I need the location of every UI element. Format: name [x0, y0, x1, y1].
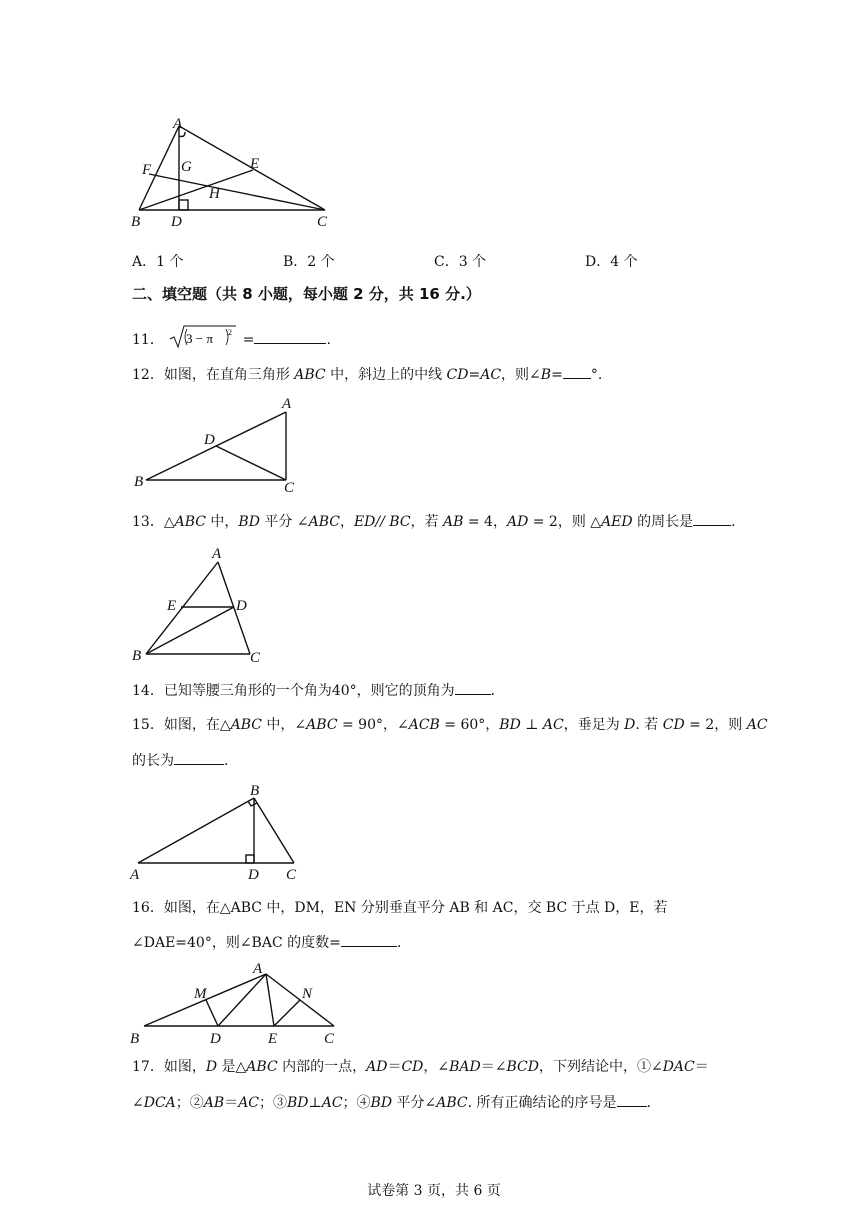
label-b: B	[250, 783, 260, 799]
q16-line2: ∠DAE=40°，则∠BAC 的度数=	[132, 935, 341, 951]
q13-aed: AED	[601, 514, 633, 530]
figure-q10	[125, 112, 340, 232]
q17-end: .	[646, 1095, 651, 1111]
question-11	[132, 324, 331, 356]
q17-bcd: BCD	[506, 1059, 539, 1075]
label-b: B	[132, 648, 142, 664]
q17-abc: ABC	[246, 1059, 278, 1075]
question-15	[132, 715, 768, 735]
q14-answer-blank	[455, 680, 491, 695]
q14-end: .	[490, 683, 496, 699]
q11-exponent: 2	[228, 328, 233, 337]
sqrt-icon	[168, 324, 238, 350]
q17-cd: CD	[401, 1059, 424, 1075]
label-c: C	[317, 214, 328, 230]
question-16-line-2	[132, 932, 401, 953]
label-d: D	[210, 1031, 221, 1047]
q11-inner: 3 − π	[186, 331, 214, 346]
figure-q10-svg	[125, 112, 340, 232]
label-d: D	[204, 432, 215, 448]
q13-text-g: = 2，则 △	[528, 514, 602, 530]
label-n: N	[302, 986, 313, 1002]
q17-ab: AB	[203, 1095, 225, 1111]
q13-abc2: ABC	[308, 514, 340, 530]
q16-line1: 16．如图，在△ABC 中，DM，EN 分别垂直平分 AB 和 AC，交 BC 于点 D，E，若	[132, 900, 668, 916]
q17-l2b: ；②	[175, 1095, 204, 1111]
q12-end: °.	[590, 367, 603, 383]
figure-q15	[126, 780, 306, 885]
label-c: C	[324, 1031, 335, 1047]
question-16	[132, 898, 668, 918]
q17-text-g: ，下列结论中，①∠	[538, 1059, 663, 1075]
q17-bd: BD	[287, 1095, 309, 1111]
q17-dca: DCA	[143, 1095, 176, 1111]
label-b: B	[130, 1031, 140, 1047]
q13-end: .	[731, 514, 736, 530]
q12-b: B	[540, 367, 552, 383]
question-14	[132, 680, 495, 701]
q16-end: .	[396, 935, 402, 951]
label-a: A	[212, 546, 222, 562]
option-a: A．1 个	[132, 254, 184, 270]
q12-abc: ABC	[294, 367, 326, 383]
q15-acb: ACB	[408, 717, 440, 733]
q15-cd: CD	[662, 717, 685, 733]
q15-ac2: AC	[746, 717, 768, 733]
figure-q15-svg	[126, 780, 306, 885]
option-c: C．3 个	[434, 254, 487, 270]
q12-text-c: ，则∠	[501, 367, 541, 383]
q17-ac2: AC	[321, 1095, 343, 1111]
label-e: E	[167, 598, 177, 614]
figure-q12	[128, 394, 308, 494]
label-f: F	[142, 162, 152, 178]
q13-text-c: 平分 ∠	[259, 514, 309, 530]
figure-q12-svg	[128, 394, 308, 494]
label-g: G	[181, 159, 192, 175]
q13-answer-blank	[693, 511, 731, 526]
option-b: B．2 个	[283, 254, 335, 270]
q17-text-c: 内部的一点，	[277, 1059, 367, 1075]
q13-bd: BD	[238, 514, 260, 530]
option-d: D．4 个	[585, 254, 638, 270]
q15-text-b: 中，∠	[261, 717, 307, 733]
q17-abc2: ABC	[436, 1095, 468, 1111]
q15-line2: 的长为	[132, 753, 174, 769]
q17-bd2: BD	[370, 1095, 393, 1111]
q17-text-f: ＝∠	[480, 1059, 507, 1075]
q17-bad: BAD	[449, 1059, 481, 1075]
question-13	[132, 511, 736, 532]
q15-end: .	[224, 753, 229, 769]
q15-text-a: 15．如图，在△	[132, 717, 231, 733]
q12-cdac: CD=AC	[446, 367, 502, 383]
q15-abc2: ABC	[306, 717, 338, 733]
label-d: D	[248, 867, 259, 883]
q15-text-f: ，垂足为	[563, 717, 625, 733]
q12-answer-blank	[563, 364, 591, 379]
label-a: A	[253, 961, 263, 977]
q13-edbc: ED// BC	[353, 514, 411, 530]
q13-abc: ABC	[174, 514, 206, 530]
q15-text-c: = 90°，∠	[337, 717, 409, 733]
q12-text-b: 中，斜边上的中线	[325, 367, 447, 383]
q15-answer-blank	[174, 750, 224, 765]
q17-l2g: 平分∠	[392, 1095, 437, 1111]
label-c: C	[250, 650, 261, 666]
label-h: H	[209, 186, 220, 202]
q17-l2h: . 所有正确结论的序号是	[467, 1095, 617, 1111]
q13-ab: AB	[443, 514, 464, 530]
question-17	[132, 1057, 709, 1077]
q17-text-e: ，∠	[423, 1059, 450, 1075]
q17-l2f: ；④	[342, 1095, 371, 1111]
label-d: D	[236, 598, 247, 614]
section-heading: 二、填空题（共 8 小题，每小题 2 分，共 16 分.）	[132, 285, 481, 303]
q17-text-h: ＝	[694, 1059, 709, 1075]
q15-d: D	[624, 717, 636, 733]
q17-answer-blank	[617, 1092, 647, 1107]
q17-l2c: ＝	[224, 1095, 239, 1111]
q13-ad: AD	[506, 514, 529, 530]
q17-text-d: ＝	[387, 1059, 402, 1075]
q15-text-d: = 60°，	[439, 717, 500, 733]
label-a: A	[173, 116, 183, 132]
q14-text: 14．已知等腰三角形的一个角为40°，则它的顶角为	[132, 683, 455, 699]
label-c: C	[284, 480, 295, 494]
q12-text: 12．如图，在直角三角形	[132, 367, 295, 383]
q17-l2e: ⊥	[308, 1095, 322, 1111]
figure-q13	[128, 540, 278, 670]
q11-end: .	[326, 332, 331, 348]
q15-text-h: = 2，则	[684, 717, 747, 733]
q12-text-d: =	[551, 367, 563, 383]
label-e: E	[268, 1031, 278, 1047]
figure-q13-svg	[128, 540, 278, 670]
q17-ad: AD	[366, 1059, 388, 1075]
label-e: E	[250, 156, 260, 172]
q13-text-b: 中，	[205, 514, 239, 530]
q11-answer-blank	[254, 329, 326, 344]
q15-text-g: . 若	[635, 717, 663, 733]
q13-text-f: = 4，	[463, 514, 507, 530]
figure-q16	[126, 958, 346, 1048]
page-footer: 试卷第 3 页，共 6 页	[367, 1183, 501, 1199]
label-a: A	[282, 396, 292, 412]
q17-text-b: 是△	[217, 1059, 247, 1075]
q17-l2d: ；③	[259, 1095, 288, 1111]
q11-equals: =	[242, 332, 255, 348]
q15-bd: BD	[499, 717, 521, 733]
q16-answer-blank	[341, 932, 397, 947]
label-b: B	[131, 214, 141, 230]
question-17-line-2	[132, 1092, 651, 1113]
label-d: D	[171, 214, 182, 230]
q13-text-a: 13．△	[132, 514, 175, 530]
q15-ac: AC	[542, 717, 564, 733]
q15-abc: ABC	[230, 717, 262, 733]
q17-dac: DAC	[662, 1059, 695, 1075]
q11-sqrt	[168, 324, 238, 356]
label-c: C	[286, 867, 297, 883]
q17-d: D	[205, 1059, 218, 1075]
q17-text-a: 17．如图，	[132, 1059, 206, 1075]
label-b: B	[134, 474, 144, 490]
label-a: A	[130, 867, 140, 883]
figure-q16-svg	[126, 958, 346, 1048]
q11-number: 11．	[132, 332, 164, 348]
q17-l2a: ∠	[132, 1095, 144, 1111]
q13-text-d: ，	[339, 514, 354, 530]
question-15-line-2	[132, 750, 228, 771]
q13-text-h: 的周长是	[632, 514, 694, 530]
question-12	[132, 364, 602, 385]
q17-ac: AC	[238, 1095, 260, 1111]
q13-text-e: ，若	[410, 514, 443, 530]
label-m: M	[194, 986, 207, 1002]
q15-text-e: ⊥	[520, 717, 543, 733]
